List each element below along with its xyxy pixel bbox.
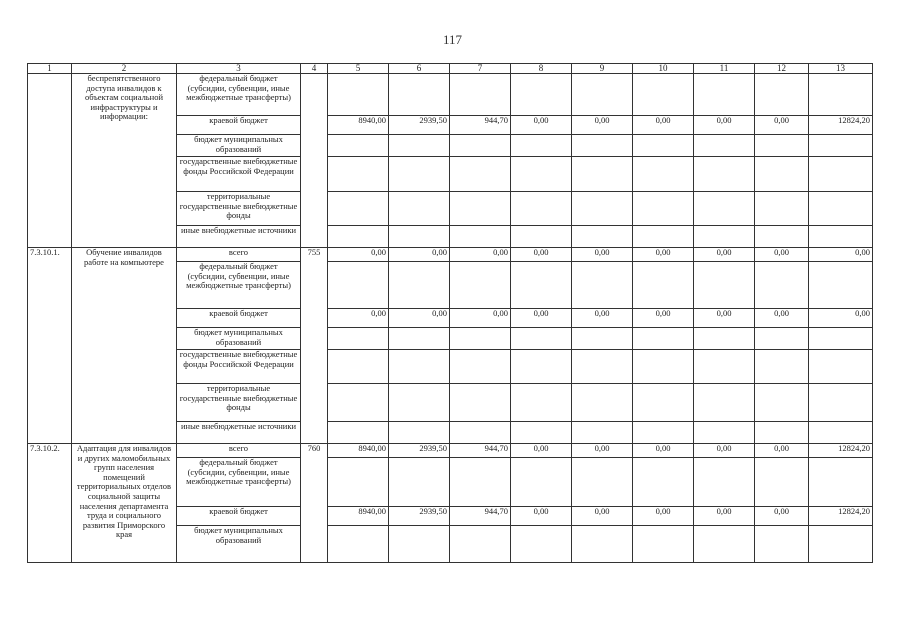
header-cell-10: 10 (633, 64, 694, 74)
value-cell: 8940,00 (328, 507, 389, 526)
value-cell (572, 135, 633, 157)
value-cell: 0,00 (755, 248, 809, 262)
value-cell (809, 135, 873, 157)
funding-source: краевой бюджет (177, 507, 301, 526)
item-name: беспрепятственного доступа инвалидов к объектам социальной инфраструктуры и информации: (72, 74, 177, 248)
value-cell: 0,00 (633, 309, 694, 328)
value-cell: 0,00 (694, 309, 755, 328)
value-cell (328, 458, 389, 507)
value-cell (511, 226, 572, 248)
value-cell (389, 328, 450, 350)
value-cell: 0,00 (389, 248, 450, 262)
value-cell (633, 157, 694, 192)
value-cell (511, 135, 572, 157)
value-cell (511, 384, 572, 422)
value-cell (694, 135, 755, 157)
funding-source: краевой бюджет (177, 309, 301, 328)
table-row (28, 248, 873, 262)
value-cell: 0,00 (511, 248, 572, 262)
value-cell (511, 422, 572, 444)
budget-table (27, 63, 873, 563)
value-cell: 0,00 (809, 309, 873, 328)
value-cell (389, 226, 450, 248)
value-cell (694, 226, 755, 248)
value-cell: 8940,00 (328, 444, 389, 458)
value-cell: 0,00 (755, 507, 809, 526)
value-cell (450, 422, 511, 444)
value-cell (389, 135, 450, 157)
header-cell-8: 8 (511, 64, 572, 74)
value-cell: 0,00 (511, 444, 572, 458)
value-cell (572, 157, 633, 192)
value-cell (572, 458, 633, 507)
item-number (28, 74, 72, 248)
value-cell (389, 350, 450, 384)
value-cell: 0,00 (511, 309, 572, 328)
header-cell-7: 7 (450, 64, 511, 74)
value-cell (572, 192, 633, 226)
funding-source: государственные внебюджетные фонды Российской Федерации (177, 157, 301, 192)
value-cell (450, 226, 511, 248)
value-cell (694, 328, 755, 350)
header-cell-6: 6 (389, 64, 450, 74)
value-cell: 0,00 (633, 507, 694, 526)
value-cell (450, 157, 511, 192)
value-cell (755, 350, 809, 384)
value-cell (633, 262, 694, 309)
value-cell (328, 422, 389, 444)
value-cell (694, 157, 755, 192)
value-cell (450, 192, 511, 226)
value-cell: 0,00 (389, 309, 450, 328)
value-cell: 0,00 (328, 309, 389, 328)
value-cell (694, 422, 755, 444)
value-cell (809, 74, 873, 116)
funding-source: территориальные государственные внебюджетные фонды (177, 192, 301, 226)
value-cell (328, 135, 389, 157)
value-cell (328, 226, 389, 248)
value-cell: 0,00 (511, 116, 572, 135)
value-cell: 0,00 (633, 248, 694, 262)
value-cell (572, 262, 633, 309)
row-code: 760 (301, 444, 328, 563)
funding-source: государственные внебюджетные фонды Российской Федерации (177, 350, 301, 384)
value-cell: 0,00 (572, 507, 633, 526)
value-cell (809, 422, 873, 444)
value-cell (633, 384, 694, 422)
header-cell-12: 12 (755, 64, 809, 74)
funding-source: иные внебюджетные источники (177, 226, 301, 248)
funding-source: федеральный бюджет (субсидии, субвенции, иные межбюджетные трансферты) (177, 262, 301, 309)
value-cell (389, 422, 450, 444)
value-cell (633, 74, 694, 116)
value-cell: 0,00 (633, 116, 694, 135)
value-cell (694, 458, 755, 507)
value-cell (328, 350, 389, 384)
value-cell (572, 350, 633, 384)
table-row (28, 444, 873, 458)
value-cell (755, 192, 809, 226)
header-cell-3: 3 (177, 64, 301, 74)
value-cell (511, 157, 572, 192)
funding-source: краевой бюджет (177, 116, 301, 135)
value-cell: 944,70 (450, 444, 511, 458)
value-cell (450, 135, 511, 157)
value-cell: 12824,20 (809, 507, 873, 526)
value-cell (328, 192, 389, 226)
value-cell (694, 526, 755, 563)
value-cell (389, 458, 450, 507)
value-cell: 12824,20 (809, 116, 873, 135)
row-code (301, 74, 328, 248)
value-cell: 0,00 (328, 248, 389, 262)
value-cell (694, 74, 755, 116)
funding-source: территориальные государственные внебюджетные фонды (177, 384, 301, 422)
header-cell-4: 4 (301, 64, 328, 74)
value-cell: 0,00 (450, 248, 511, 262)
header-row (28, 64, 873, 74)
page-number: 117 (442, 32, 463, 47)
value-cell: 0,00 (694, 116, 755, 135)
value-cell (450, 350, 511, 384)
value-cell (572, 226, 633, 248)
funding-source: федеральный бюджет (субсидии, субвенции, иные межбюджетные трансферты) (177, 458, 301, 507)
value-cell (755, 74, 809, 116)
value-cell (328, 157, 389, 192)
value-cell: 0,00 (755, 444, 809, 458)
funding-source: бюджет муниципальных образований (177, 135, 301, 157)
value-cell (633, 526, 694, 563)
value-cell (809, 384, 873, 422)
funding-source: всего (177, 444, 301, 458)
value-cell (633, 226, 694, 248)
value-cell (809, 192, 873, 226)
value-cell (633, 350, 694, 384)
value-cell: 2939,50 (389, 444, 450, 458)
value-cell (572, 526, 633, 563)
value-cell: 2939,50 (389, 116, 450, 135)
item-name: Обучение инвалидов работе на компьютере (72, 248, 177, 444)
header-cell-1: 1 (28, 64, 72, 74)
value-cell: 944,70 (450, 116, 511, 135)
value-cell (511, 328, 572, 350)
value-cell (755, 458, 809, 507)
funding-source: бюджет муниципальных образований (177, 328, 301, 350)
value-cell (328, 74, 389, 116)
funding-source: федеральный бюджет (субсидии, субвенции, иные межбюджетные трансферты) (177, 74, 301, 116)
value-cell (809, 262, 873, 309)
value-cell (511, 262, 572, 309)
value-cell (572, 328, 633, 350)
value-cell: 0,00 (572, 444, 633, 458)
value-cell (450, 328, 511, 350)
value-cell: 8940,00 (328, 116, 389, 135)
value-cell: 0,00 (572, 248, 633, 262)
value-cell (450, 526, 511, 563)
value-cell (633, 135, 694, 157)
value-cell (633, 192, 694, 226)
value-cell: 0,00 (572, 309, 633, 328)
value-cell (450, 384, 511, 422)
value-cell (755, 384, 809, 422)
funding-source: всего (177, 248, 301, 262)
value-cell (809, 157, 873, 192)
value-cell (450, 74, 511, 116)
value-cell (633, 458, 694, 507)
value-cell (511, 458, 572, 507)
value-cell: 0,00 (755, 309, 809, 328)
value-cell: 0,00 (511, 507, 572, 526)
value-cell: 0,00 (572, 116, 633, 135)
value-cell (809, 526, 873, 563)
value-cell (755, 328, 809, 350)
value-cell: 0,00 (633, 444, 694, 458)
value-cell (809, 350, 873, 384)
value-cell: 0,00 (694, 507, 755, 526)
value-cell (389, 262, 450, 309)
value-cell: 2939,50 (389, 507, 450, 526)
value-cell (389, 526, 450, 563)
value-cell (755, 526, 809, 563)
value-cell: 0,00 (755, 116, 809, 135)
value-cell (328, 262, 389, 309)
header-cell-13: 13 (809, 64, 873, 74)
value-cell (694, 350, 755, 384)
value-cell: 944,70 (450, 507, 511, 526)
table-row (28, 74, 873, 116)
header-cell-9: 9 (572, 64, 633, 74)
header-cell-2: 2 (72, 64, 177, 74)
item-name: Адаптация для инвалидов и других маломобильных групп населения помещений территориальных отделов социальной защиты населения департамента труда и социального развития Приморского края (72, 444, 177, 563)
value-cell (572, 384, 633, 422)
value-cell (450, 458, 511, 507)
value-cell (633, 422, 694, 444)
value-cell (809, 226, 873, 248)
value-cell (511, 350, 572, 384)
value-cell (755, 157, 809, 192)
value-cell (511, 192, 572, 226)
value-cell: 12824,20 (809, 444, 873, 458)
row-code: 755 (301, 248, 328, 444)
header-cell-11: 11 (694, 64, 755, 74)
value-cell (389, 192, 450, 226)
funding-source: иные внебюджетные источники (177, 422, 301, 444)
value-cell (572, 74, 633, 116)
value-cell (389, 384, 450, 422)
value-cell (572, 422, 633, 444)
funding-source: бюджет муниципальных образований (177, 526, 301, 563)
value-cell (511, 526, 572, 563)
value-cell (755, 422, 809, 444)
value-cell (755, 226, 809, 248)
value-cell (694, 192, 755, 226)
value-cell (389, 157, 450, 192)
header-cell-5: 5 (328, 64, 389, 74)
value-cell (755, 262, 809, 309)
value-cell: 0,00 (809, 248, 873, 262)
item-number: 7.3.10.1. (28, 248, 72, 444)
item-number: 7.3.10.2. (28, 444, 72, 563)
value-cell: 0,00 (450, 309, 511, 328)
value-cell (755, 135, 809, 157)
value-cell (633, 328, 694, 350)
value-cell (694, 262, 755, 309)
value-cell (511, 74, 572, 116)
value-cell (328, 384, 389, 422)
value-cell (809, 328, 873, 350)
value-cell (809, 458, 873, 507)
value-cell (328, 526, 389, 563)
value-cell (694, 384, 755, 422)
value-cell: 0,00 (694, 444, 755, 458)
value-cell: 0,00 (694, 248, 755, 262)
value-cell (450, 262, 511, 309)
value-cell (389, 74, 450, 116)
value-cell (328, 328, 389, 350)
